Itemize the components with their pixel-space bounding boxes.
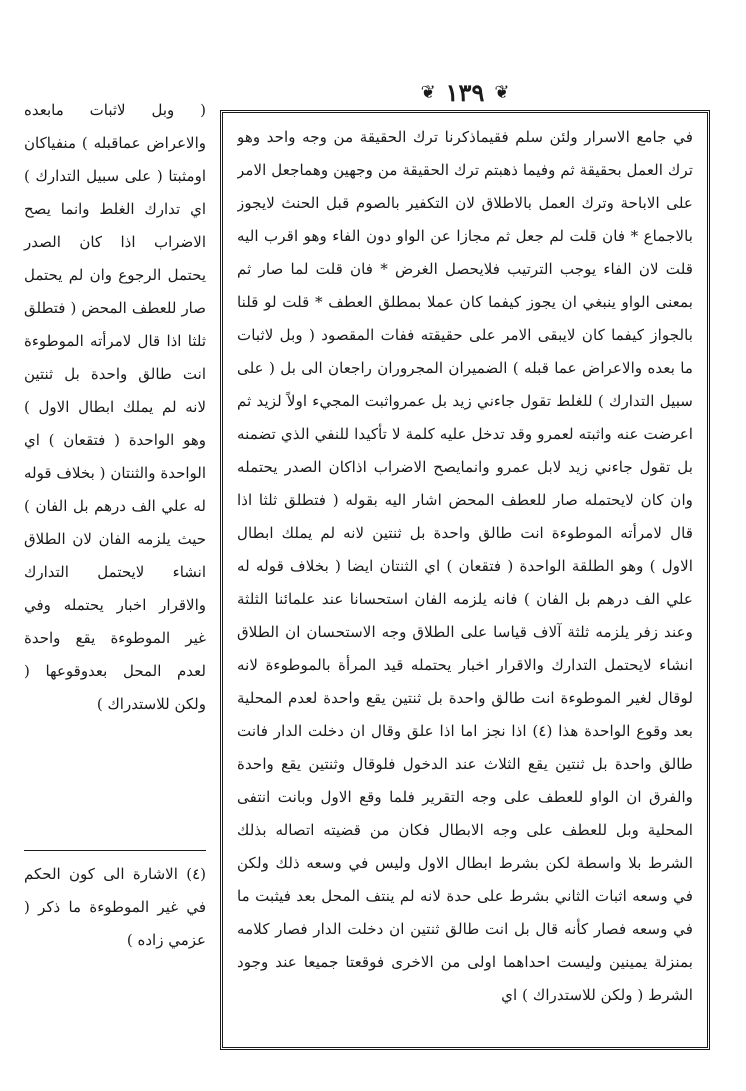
margin-commentary — [24, 94, 206, 721]
ornament-right-icon: ❦ — [494, 82, 510, 103]
margin-commentary-text: ( وبل لاثبات مابعده والاعراض عماقبله ) منفياكان اومثبتا ( على سبيل التدارك ) اي تدارك الغلط وانما يصح الاضراب اذا كان الصدر يحتمل الرجوع وان لم يحتمل صار للعطف المحض ( فتطلق ثلثا اذا قال لامرأته الموطوءة انت طالق واحدة بل ثنتين لانه لم يملك ابطال الاول ) وهو الواحدة ( فتقعان ) اي الواحدة والثنتان ( بخلاف قوله له علي الف درهم بل الفان ) حيث يلزمه الفان لان الطلاق انشاء لايحتمل التدارك والاقرار اخبار يحتمله وفي غير الموطوءة يقع واحدة لعدم المحل بعدوقوعها ( ولكن للاستدراك ) — [24, 101, 206, 713]
main-text-frame — [220, 110, 710, 1050]
footnote-divider — [24, 850, 206, 851]
page-number: ١٣٩ — [445, 78, 485, 107]
footnote — [24, 858, 206, 957]
main-text-body — [237, 121, 693, 1039]
main-text-paragraph: في جامع الاسرار ولئن سلم فقيماذكرنا ترك الحقيقة من وجه واحد وهو ترك العمل بحقيقة ثم وفيما ذهبتم ترك الحقيقة من وجهين وهماجعل الامر على الاباحة وترك العمل بالاطلاق لان التكفير بالصوم قبل الحنث لايجوز بالاجماع * فان قلت لم جعل ثم مجازا عن الواو دون الفاء وهو اقرب اليه قلت لان الفاء يوجب الترتيب فلايحصل الغرض * فان قلت لما صار ثم بمعنى الواو ينبغي ان يجوز كيفما كان عملا بمطلق العطف * قلت لو قلنا بالجواز كيفما كان لايبقى الامر على حقيقته ففات المقصود ( وبل لاثبات ما بعده والاعراض عما قبله ) الضميران المجروران راجعان الى بل ( على سبيل التدارك ) للغلط تقول جاءني زيد بل عمرواثبت المجيء اولاً لزيد ثم اعرضت عنه واثبته لعمرو وقد تدخل عليه كلمة لا تأكيدا للنفي الذي تضمنه بل تقول جاءني زيد لابل عمرو وانمايصح الاضراب اذاكان الصدر يحتمله وان كان لايحتمله صار للعطف المحض اشار اليه بقوله ( فتطلق ثلثا اذا قال لامرأته الموطوءة انت طالق واحدة بل ثنتين لانه لم يملك ابطال الاول ) وهو الطلقة الواحدة ( فتقعان ) اي الثنتان ايضا ( بخلاف قوله له علي الف درهم بل الفان ) فانه يلزمه الفان استحسانا عند علمائنا الثلثة وعند زفر يلزمه ثلثة آلاف قياسا على الطلاق وجه الاستحسان ان الطلاق انشاء لايحتمل التدارك والاقرار اخبار يحتمله قيد المرأة بالموطوءة لانه لوقال لغير الموطوءة انت طالق واحدة بل ثنتين يقع واحدة لعدم المحلية بعد وقوع الواحدة هذا (٤) اذا نجز اما اذا علق وقال ان دخلت الدار فانت طالق واحدة بل ثنتين يقع الثلاث عند الدخول فلوقال وثنتين يقع واحدة والفرق ان الواو للعطف على وجه التقرير فلما وقع الاول وبانت انتفى المحلية وبل للعطف على وجه الابطال فكان من قضيته اتصاله بذلك الشرط بلا واسطة لكن بشرط ابطال الاول وليس في وسعه ذلك ولكن في وسعه اثبات الثاني بشرط على حدة لانه لم ينتف المحل بعد فيثبت ما في وسعه فصار كأنه قال بل انت طالق ثنتين ان دخلت الدار فصار كلامه بمنزلة يمينين وليست احداهما اولى من الاخرى فوقعتا جميعا عند وجود الشرط ( ولكن للاستدراك ) اي — [237, 128, 693, 1004]
page-header — [395, 78, 535, 108]
footnote-text: (٤) الاشارة الى كون الحكم في غير الموطوءة ما ذكر ( عزمي زاده ) — [24, 865, 206, 949]
ornament-left-icon: ❦ — [420, 82, 436, 103]
